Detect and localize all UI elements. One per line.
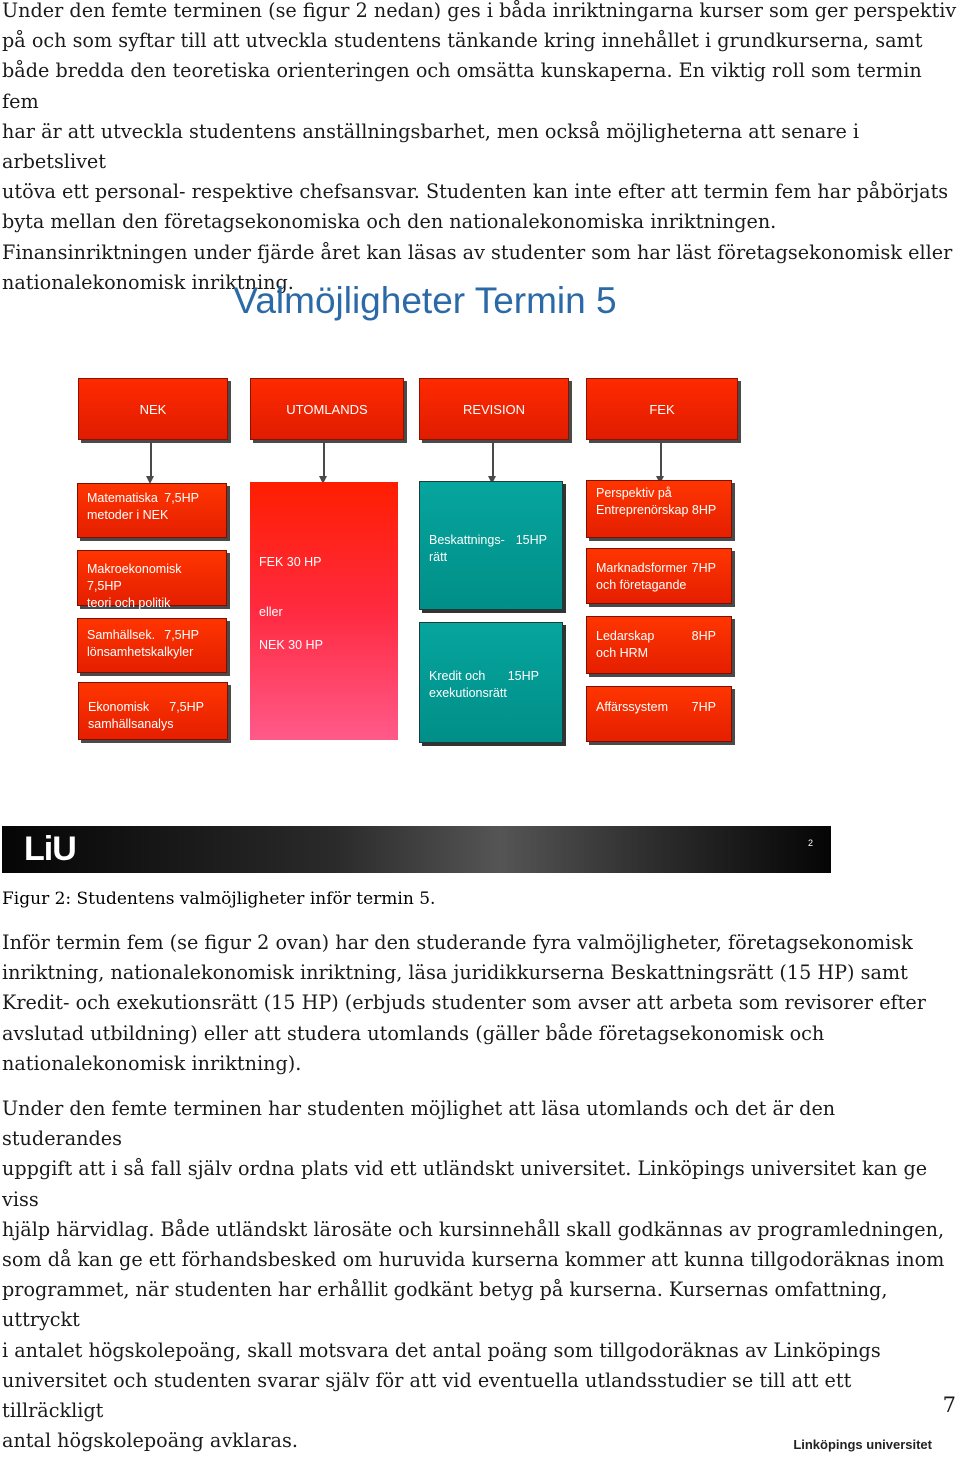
course-hp: 7,5HP <box>164 491 199 505</box>
nek-course <box>77 550 227 610</box>
liu-logo: LiU <box>24 830 76 868</box>
course-hp: 15HP <box>507 669 539 683</box>
utomlands-option-fek: FEK 30 HP <box>259 555 322 569</box>
course-name: samhällsanalys <box>88 717 174 731</box>
course-name: lönsamhetskalkyler <box>87 645 194 659</box>
revision-course <box>419 622 563 743</box>
course-name: Kredit och <box>429 669 486 683</box>
course-name: metoder i NEK <box>87 508 169 522</box>
figure-title: Valmöjligheter Termin 5 <box>233 280 617 321</box>
fek-course <box>586 616 732 674</box>
course-name: och HRM <box>596 646 649 660</box>
course-name: Ledarskap <box>596 629 655 643</box>
revision-course <box>419 481 563 610</box>
course-hp: 15HP <box>515 533 547 547</box>
course-name: och företagande <box>596 578 687 592</box>
header-fek: FEK <box>586 378 738 440</box>
course-name: Entreprenörskap <box>596 503 689 517</box>
paragraph-options: Inför termin fem (se figur 2 ovan) har den studerande fyra valmöjligheter, företagsekonomisk inriktning, nationalekonomisk inriktning, läsa juridikkurserna Beskattningsrätt (15 HP) samt Kredit- och exekutionsrätt (15 HP) (erbjuds studenter som avser att arbeta som revisorer efter avslutad utbildning) eller att studera utomlands (gäller både företagsekonomisk och nationalekonomisk inriktning). <box>2 931 926 1075</box>
course-hp: 8HP <box>691 503 717 517</box>
arrow-utomlands <box>323 440 325 478</box>
course-hp: 7,5HP <box>164 628 199 642</box>
course-name: Ekonomisk <box>88 700 150 714</box>
header-nek: NEK <box>78 378 228 440</box>
course-name: Matematiska <box>87 491 158 505</box>
arrow-nek <box>150 440 152 478</box>
nek-course <box>77 483 227 538</box>
course-hp: 7,5HP <box>87 579 122 593</box>
paragraph-abroad: Under den femte terminen har studenten möjlighet att läsa utomlands och det är den studerandes uppgift att i så fall själv ordna plats vid ett utländskt universitet. Linköpings universitet kan ge viss hjälp härvidlag. Både utländskt lärosäte och kursinnehåll skall godkännas av programledningen, som då kan ge ett förhandsbesked om huruvida kurserna kommer att kunna tillgodoräknas inom programmet, när studenten har erhållit godkänt betyg på kurserna. Kursernas omfattning, uttryckt i antalet högskolepoäng, skall motsvara det antal poäng som tillgodoräknas av Linköpings universitet och studenten svarar själv för att vid eventuella utlandsstudier se till att ett tillräckligt antal högskolepoäng avklaras. <box>2 1097 945 1453</box>
course-name: Samhällsek. <box>87 628 156 642</box>
course-name: teori och politik <box>87 596 171 610</box>
course-name: Beskattnings- <box>429 533 505 547</box>
utomlands-or: eller <box>259 605 283 619</box>
liu-slide-footer <box>2 826 831 873</box>
fek-course <box>586 480 732 538</box>
course-hp: 8HP <box>691 629 716 643</box>
course-hp: 7HP <box>691 561 716 575</box>
course-name: rätt <box>429 550 448 564</box>
course-name: Makroekonomisk <box>87 562 182 576</box>
intro-paragraph: Under den femte terminen (se figur 2 nedan) ges i båda inriktningarna kurser som ger perspektiv på och som syftar till att utveckla studentens tänkande kring innehållet i grundkurserna, samt både bredda den teoretiska orienteringen och omsätta kunskaperna. En viktig roll som termin fem har är att utveckla studentens anställningsbarhet, men också möjligheterna att senare i arbetslivet utöva ett personal- respektive chefsansvar. Studenten kan inte efter att termin fem har påbörjats byta mellan den företagsekonomiska och den nationalekonomiska inriktningen. Finansinriktningen under fjärde året kan läsas av studenter som har läst företagsekonomisk eller nationalekonomisk inriktning. <box>2 0 957 294</box>
header-utomlands: UTOMLANDS <box>250 378 404 440</box>
course-name: Affärssystem <box>596 700 669 714</box>
footer-logo: Linköpings universitet <box>793 1437 932 1452</box>
arrow-fek <box>660 440 662 478</box>
course-name: Perspektiv på <box>596 486 672 500</box>
figure-caption: Figur 2: Studentens valmöjligheter inför termin 5. <box>2 889 436 909</box>
header-revision: REVISION <box>419 378 569 440</box>
fek-course <box>586 548 732 604</box>
utomlands-box <box>250 482 398 740</box>
course-hp: 7HP <box>691 700 716 714</box>
course-name: exekutionsrätt <box>429 686 507 700</box>
fek-course <box>586 686 732 742</box>
course-name: Marknadsformer <box>596 561 687 575</box>
nek-course <box>78 682 228 740</box>
nek-course <box>77 618 227 673</box>
slide-number: 2 <box>807 838 813 848</box>
arrow-revision <box>492 440 494 478</box>
course-hp: 7,5HP <box>169 700 204 714</box>
page-number: 7 <box>942 1393 956 1417</box>
utomlands-option-nek: NEK 30 HP <box>259 638 323 652</box>
